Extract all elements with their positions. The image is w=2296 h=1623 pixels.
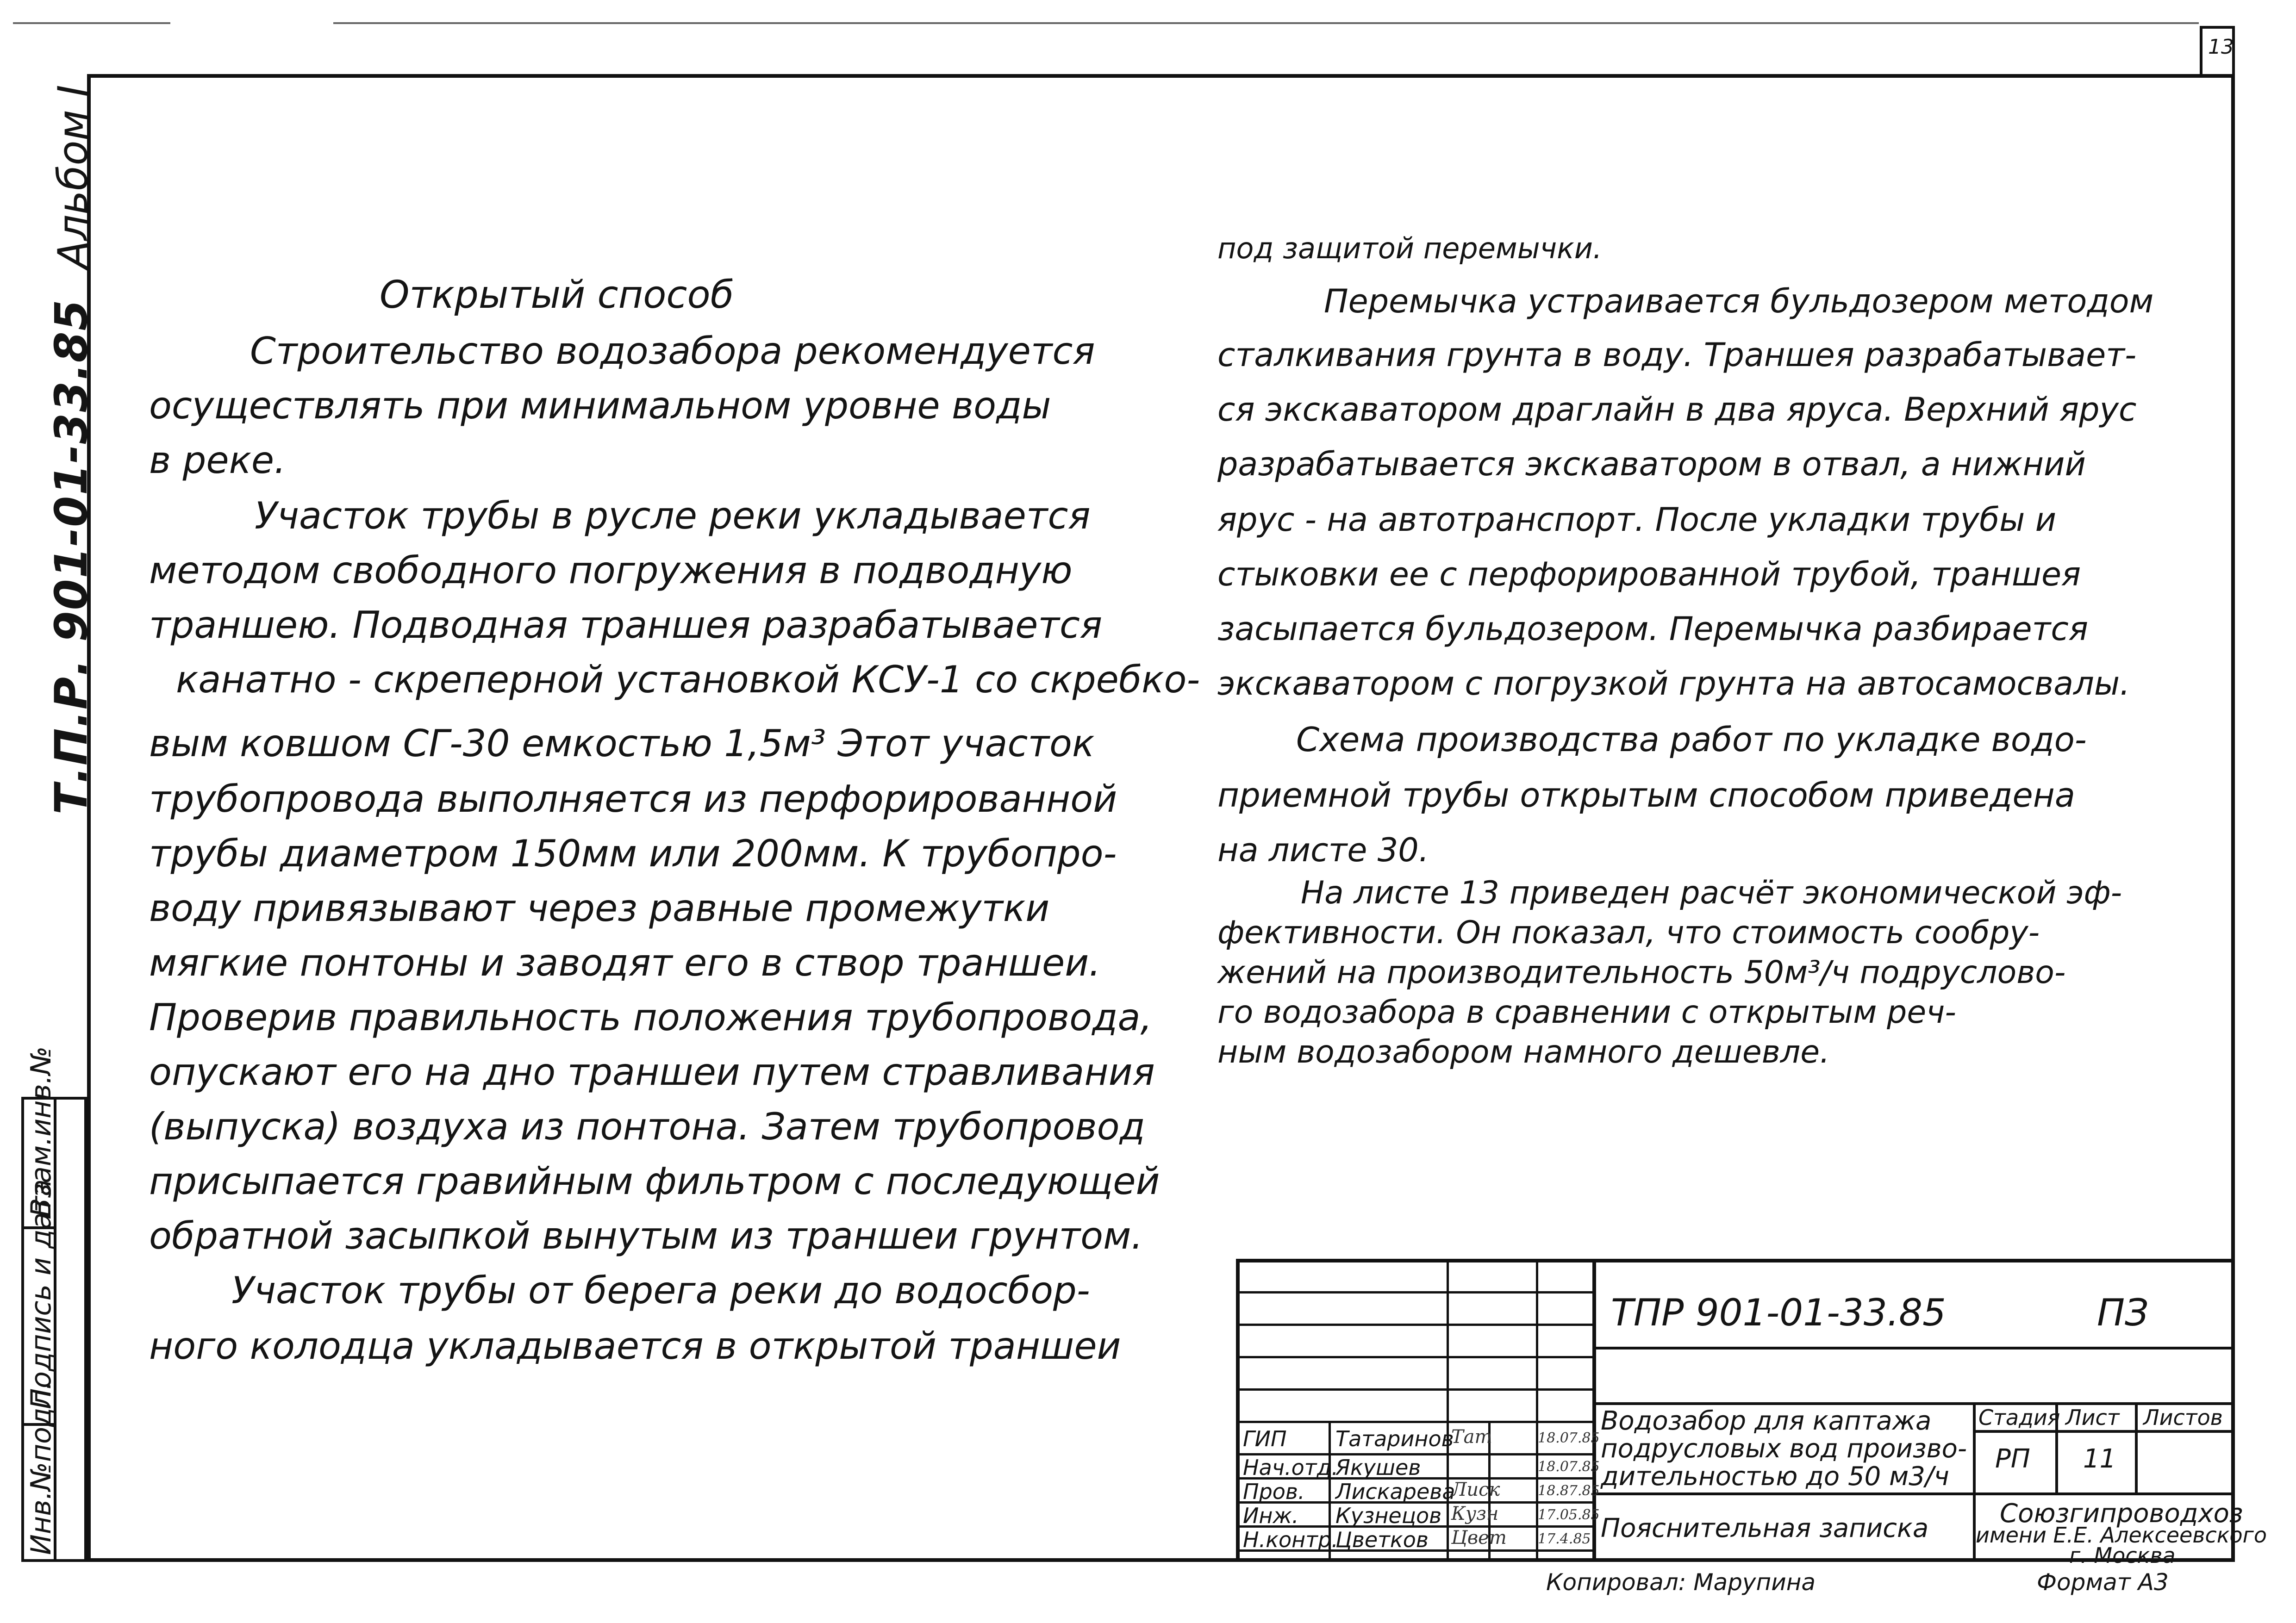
side-document-code: Т.П.Р. 901-01-33.85 xyxy=(45,298,97,815)
right-line-10: Схема производства работ по укладке водо- xyxy=(1296,720,2087,759)
left-line-9: трубопровода выполняется из перфорированной xyxy=(149,777,1117,821)
left-line-7: канатно - скреперной установкой КСУ-1 со скребко- xyxy=(176,658,1200,701)
left-line-18: Участок трубы от берега реки до водосбор- xyxy=(231,1269,1090,1312)
staff-signature-4: Кузн xyxy=(1451,1503,1499,1524)
staff-date-5: 17.4.85 xyxy=(1538,1531,1591,1547)
sheet-number: 13 xyxy=(2208,35,2234,59)
document-code: ТПР 901-01-33.85 xyxy=(1611,1291,1946,1334)
right-line-15: жений на производительность 50м³/ч подрусловo- xyxy=(1217,954,2066,991)
right-line-5: разрабатывается экскаватором в отвал, а нижний xyxy=(1217,445,2086,483)
section-title: Открытый способ xyxy=(380,273,734,317)
left-line-12: мягкие понтоны и заводят его в створ траншеи. xyxy=(149,941,1101,984)
left-line-2: осуществлять при минимальном уровне воды xyxy=(149,384,1051,427)
org-line-2: имени Е.Е. Алексеевского xyxy=(1976,1523,2267,1548)
right-line-3: сталкивания грунта в воду. Траншея разрабатывает- xyxy=(1217,336,2137,374)
right-line-1: под защитой перемычки. xyxy=(1217,231,1602,265)
staff-role-3: Пров. xyxy=(1243,1479,1305,1504)
staff-name-4: Кузнецов xyxy=(1335,1503,1442,1528)
binding-label-inv: Инв.№подл. xyxy=(25,1381,57,1555)
staff-name-5: Цветков xyxy=(1335,1527,1429,1552)
staff-role-5: Н.контр. xyxy=(1243,1527,1338,1552)
binding-label-replace: Взам.инв.№ xyxy=(25,1046,57,1217)
stage-header: Стадия xyxy=(1978,1405,2060,1430)
left-line-19: ного колодца укладывается в открытой траншеи xyxy=(149,1325,1121,1368)
right-line-7: стыковки ее с перфорированной трубой, траншея xyxy=(1217,555,2081,593)
right-line-12: на листе 30. xyxy=(1217,831,1429,869)
right-line-8: засыпается бульдозером. Перемычка разбирается xyxy=(1217,610,2088,648)
staff-signature-3: Лиск xyxy=(1451,1479,1500,1500)
left-line-14: опускают его на дно траншеи путем стравливания xyxy=(149,1051,1155,1094)
left-line-15: (выпуска) воздуха из понтона. Затем трубопровод xyxy=(149,1105,1145,1148)
left-line-1: Строительство водозабора рекомендуется xyxy=(250,330,1095,373)
right-line-13: На листе 13 приведен расчёт экономической эф- xyxy=(1301,875,2122,911)
left-line-8: вым ковшом СГ-30 емкостью 1,5м³ Этот участок xyxy=(149,722,1095,765)
copied-by: Копировал: Марупина xyxy=(1546,1569,1816,1596)
document-title: Пояснительная записка xyxy=(1601,1513,1929,1543)
left-line-6: траншею. Подводная траншея разрабатывается xyxy=(149,603,1103,647)
binding-label-sign: Подпись и дата xyxy=(25,1179,57,1409)
document-mark: ПЗ xyxy=(2097,1291,2149,1334)
right-line-9: экскаватором с погрузкой грунта на автосамосвалы. xyxy=(1217,665,2130,703)
sheet-value: 11 xyxy=(2083,1444,2116,1474)
staff-name-2: Якушев xyxy=(1335,1455,1421,1480)
left-line-13: Проверив правильность положения трубопровода, xyxy=(149,996,1152,1039)
staff-date-2: 18.07.85 xyxy=(1538,1459,1600,1475)
right-line-17: ным водозабором намного дешевле. xyxy=(1217,1034,1830,1070)
staff-name-3: Лискарева xyxy=(1335,1479,1455,1504)
stage-value: РП xyxy=(1995,1444,2030,1474)
staff-signature-1: Тат xyxy=(1451,1426,1492,1448)
project-line-3: дительностью до 50 м3/ч xyxy=(1601,1461,1949,1492)
staff-signature-5: Цвет xyxy=(1451,1527,1507,1548)
staff-date-3: 18.87.85 xyxy=(1538,1483,1600,1499)
project-line-2: подрусловых вод произво- xyxy=(1601,1434,1967,1464)
org-line-1: Союзгипроводхоз xyxy=(2000,1499,2243,1529)
left-line-4: Участок трубы в русле реки укладывается xyxy=(255,494,1091,537)
left-line-5: методом свободного погружения в подводную xyxy=(149,549,1073,592)
staff-date-4: 17.05.85 xyxy=(1538,1507,1600,1523)
right-line-6: ярус - на автотранспорт. После укладки трубы и xyxy=(1217,501,2057,539)
sheet-header: Лист xyxy=(2065,1405,2120,1430)
staff-role-4: Инж. xyxy=(1243,1503,1299,1528)
org-line-3: г. Москва xyxy=(2069,1543,2176,1568)
left-line-17: обратной засыпкой вынутым из траншеи грунтом. xyxy=(149,1214,1143,1257)
staff-name-1: Татаринов xyxy=(1335,1426,1454,1451)
right-line-14: фективности. Он показал, что стоимость сообру- xyxy=(1217,914,2040,951)
right-line-4: ся экскаватором драглайн в два яруса. Верхний ярус xyxy=(1217,391,2137,429)
sheets-header: Листов xyxy=(2143,1405,2223,1430)
left-line-16: присыпается гравийным фильтром с последующей xyxy=(149,1160,1160,1203)
album-label: Альбом I xyxy=(49,85,97,268)
left-line-10: трубы диаметром 150мм или 200мм. К трубопро- xyxy=(149,832,1117,875)
staff-role-1: ГИП xyxy=(1243,1426,1287,1451)
project-line-1: Водозабор для каптажа xyxy=(1601,1406,1932,1436)
left-line-3: в реке. xyxy=(149,439,286,482)
top-mark-left xyxy=(13,22,170,24)
staff-role-2: Нач.отд. xyxy=(1243,1455,1338,1480)
paper-format: Формат А3 xyxy=(2037,1569,2169,1596)
right-line-11: приемной трубы открытым способом приведена xyxy=(1217,776,2075,815)
right-line-16: го водозабора в сравнении с открытым реч- xyxy=(1217,994,1956,1031)
right-line-2: Перемычка устраивается бульдозером методом xyxy=(1324,282,2154,320)
top-mark-mid xyxy=(333,22,2199,24)
staff-date-1: 18.07.85 xyxy=(1538,1430,1600,1446)
left-line-11: воду привязывают через равные промежутки xyxy=(149,887,1050,930)
